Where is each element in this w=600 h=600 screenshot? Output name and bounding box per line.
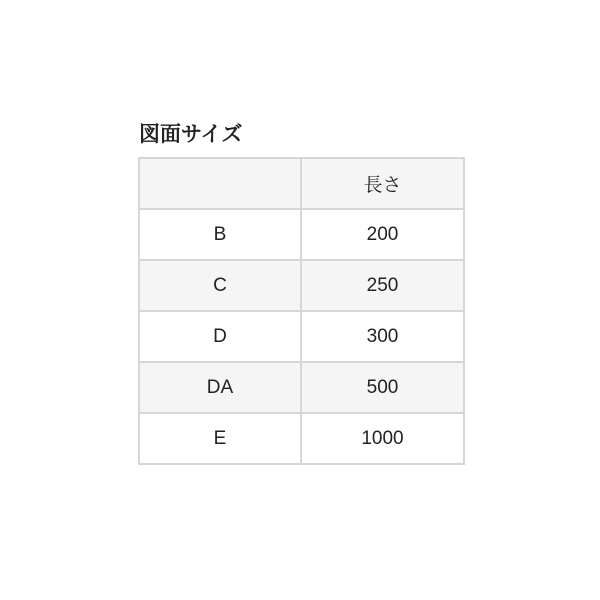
table-row [139, 362, 464, 413]
column-header-length: 長さ [301, 158, 464, 209]
drawing-size-table [138, 157, 465, 465]
length-cell: 300 [301, 311, 464, 362]
size-cell: E [139, 413, 301, 464]
column-header-size [139, 158, 301, 209]
table-header-row [139, 158, 464, 209]
size-cell: DA [139, 362, 301, 413]
table-row [139, 209, 464, 260]
size-cell: D [139, 311, 301, 362]
table-row [139, 311, 464, 362]
size-cell: C [139, 260, 301, 311]
table-row [139, 260, 464, 311]
table-row [139, 413, 464, 464]
length-cell: 1000 [301, 413, 464, 464]
length-cell: 200 [301, 209, 464, 260]
length-cell: 500 [301, 362, 464, 413]
size-cell: B [139, 209, 301, 260]
section-title: 図面サイズ [139, 122, 243, 146]
length-cell: 250 [301, 260, 464, 311]
